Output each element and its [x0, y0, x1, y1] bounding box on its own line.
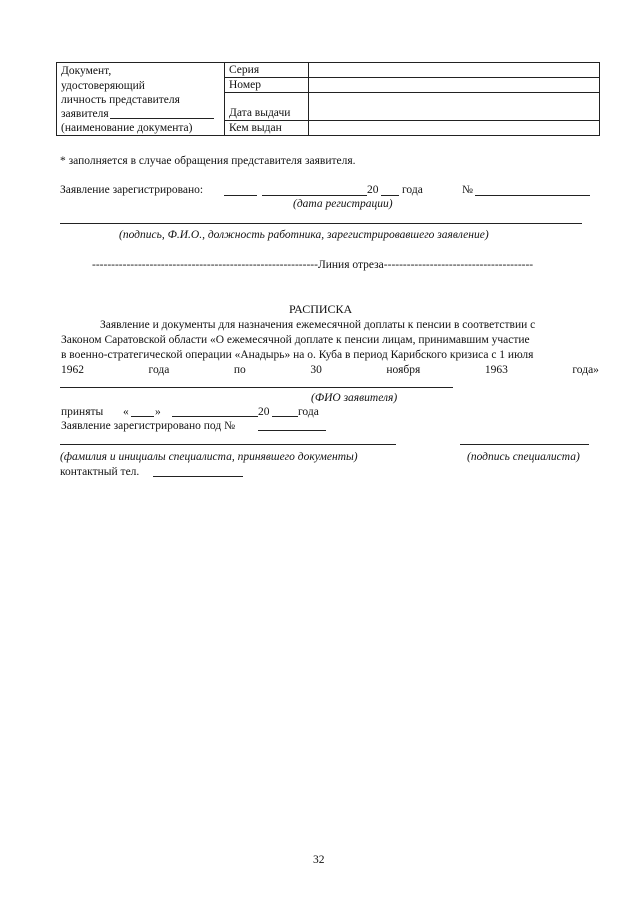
applicant-representative-label: заявителя	[61, 107, 109, 120]
registration-year-prefix: 20	[367, 184, 379, 196]
accepted-year-suffix: года	[298, 406, 319, 418]
receipt-paragraph-line-2: Законом Саратовской области «О ежемесячной доплате к пенсии лицам, принимавшим участие	[61, 334, 530, 346]
receipt-title: РАСПИСКА	[289, 302, 353, 316]
id-table-left-line-3: личность представителя	[57, 93, 225, 107]
word-1963: 1963	[484, 364, 508, 376]
id-table-left-line-4	[57, 107, 225, 121]
label-number: Номер	[225, 78, 309, 93]
registration-signature-line[interactable]	[60, 223, 582, 224]
specialist-name-caption: (фамилия и инициалы специалиста, принявшего документы)	[60, 451, 358, 463]
registration-year-suffix: года	[402, 184, 423, 196]
word-goda: года	[148, 364, 170, 376]
contact-phone-blank[interactable]	[153, 476, 243, 477]
value-number[interactable]	[309, 78, 600, 93]
quote-close: »	[155, 406, 161, 418]
registration-month-blank[interactable]	[262, 195, 367, 196]
registered-under-label: Заявление зарегистрировано под №	[61, 420, 236, 432]
applicant-blank-line[interactable]	[110, 118, 214, 119]
accepted-label: приняты	[61, 406, 104, 418]
registration-number-blank[interactable]	[475, 195, 590, 196]
page-number: 32	[313, 854, 325, 866]
value-issued-by[interactable]	[309, 121, 600, 136]
accepted-day-blank[interactable]	[131, 416, 154, 417]
registration-number-sign: №	[462, 184, 473, 196]
registration-day-blank[interactable]	[224, 195, 257, 196]
label-issue-date: Дата выдачи	[225, 93, 309, 121]
specialist-signature-line[interactable]	[460, 444, 589, 445]
word-po: по	[233, 364, 246, 376]
word-noyabrya: ноября	[386, 364, 421, 376]
label-series: Серия	[225, 63, 309, 78]
applicant-name-caption: (ФИО заявителя)	[311, 392, 398, 404]
specialist-name-line[interactable]	[60, 444, 396, 445]
cut-line: -----------------------------------------------------------Линия отреза---------------------------------------	[92, 259, 534, 271]
word-1962: 1962	[61, 364, 84, 376]
identity-document-table	[56, 62, 600, 136]
receipt-paragraph-line-4	[61, 363, 599, 377]
registered-number-blank[interactable]	[258, 430, 326, 431]
id-table-left-line-5: (наименование документа)	[57, 121, 225, 136]
registration-signature-caption: (подпись, Ф.И.О., должность работника, зарегистрировавшего заявление)	[119, 229, 489, 241]
registration-year-blank[interactable]	[381, 195, 399, 196]
word-30: 30	[310, 364, 322, 376]
word-goda-end: года»	[572, 364, 599, 376]
specialist-signature-caption: (подпись специалиста)	[467, 451, 580, 463]
footnote: * заполняется в случае обращения представителя заявителя.	[60, 155, 356, 167]
id-table-left-line-2: удостоверяющий	[57, 78, 225, 93]
applicant-name-line[interactable]	[60, 387, 453, 388]
accepted-month-blank[interactable]	[172, 416, 258, 417]
label-issued-by: Кем выдан	[225, 121, 309, 136]
value-series[interactable]	[309, 63, 600, 78]
registration-prefix: Заявление зарегистрировано:	[60, 184, 204, 196]
registration-date-caption: (дата регистрации)	[293, 198, 393, 210]
contact-phone-label: контактный тел.	[60, 466, 140, 478]
accepted-year-prefix: 20	[258, 406, 270, 418]
accepted-year-blank[interactable]	[272, 416, 298, 417]
quote-open: «	[123, 406, 129, 418]
value-issue-date[interactable]	[309, 93, 600, 121]
receipt-paragraph-line-1: Заявление и документы для назначения ежемесячной доплаты к пенсии в соответствии с	[100, 319, 536, 331]
id-table-left-line-1: Документ,	[57, 63, 225, 78]
receipt-paragraph-line-3: в военно-стратегической операции «Анадырь» на о. Куба в период Карибского кризиса с 1 июля	[61, 349, 534, 361]
